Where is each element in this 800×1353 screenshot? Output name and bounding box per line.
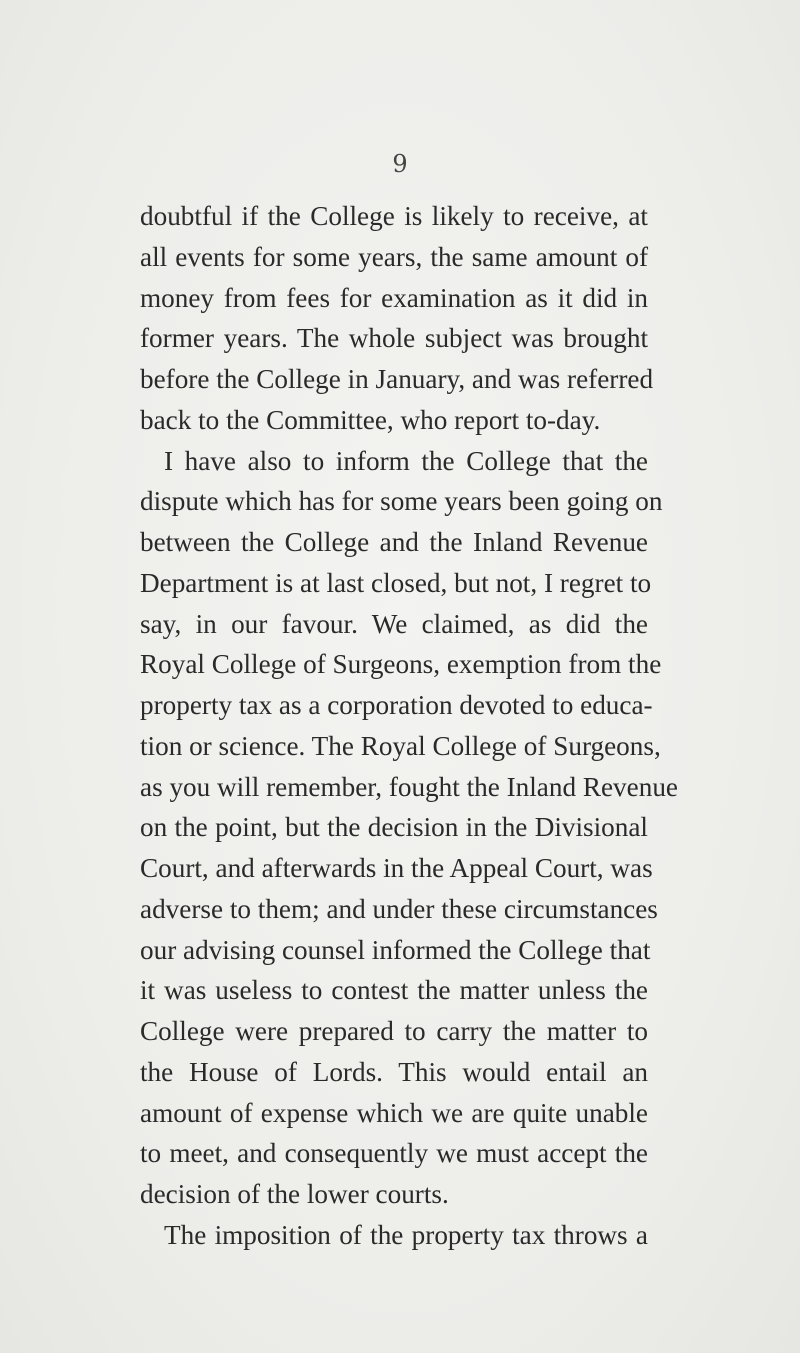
text-line: property tax as a corporation devoted to educa- bbox=[140, 690, 653, 720]
text-line: Royal College of Surgeons, exemption from the bbox=[140, 649, 662, 680]
text-line: Department is at last closed, but not, I regret to bbox=[140, 567, 652, 598]
text-line: say, in our favour. We claimed, as did the bbox=[140, 608, 648, 639]
text-line: College were prepared to carry the matter to bbox=[140, 1016, 648, 1046]
paragraph-start-line: I have also to inform the College that the bbox=[164, 445, 648, 476]
text-line: adverse to them; and under these circumstances bbox=[140, 893, 658, 924]
text-line: as you will remember, fought the Inland Revenue bbox=[140, 771, 678, 802]
text-line: between the College and the Inland Revenue bbox=[140, 527, 648, 557]
text-line: the House of Lords. This would entail an bbox=[140, 1056, 648, 1087]
text-line: doubtful if the College is likely to receive, at bbox=[140, 201, 648, 231]
text-line: before the College in January, and was referred bbox=[140, 364, 654, 394]
text-line: tion or science. The Royal College of Surgeons, bbox=[140, 730, 661, 761]
text-line: dispute which has for some years been going on bbox=[140, 486, 663, 517]
text-line: Court, and afterwards in the Appeal Court, was bbox=[140, 853, 653, 883]
body-text bbox=[140, 196, 678, 1256]
page-number: 9 bbox=[392, 150, 408, 178]
text-line: our advising counsel informed the College that bbox=[140, 934, 651, 965]
text-line: all events for some years, the same amount of bbox=[140, 241, 648, 272]
text-line: money from fees for examination as it did in bbox=[140, 282, 648, 313]
text-line: it was useless to contest the matter unless the bbox=[140, 975, 648, 1006]
text-line: amount of expense which we are quite unable bbox=[140, 1097, 648, 1128]
text-line: former years. The whole subject was brought bbox=[140, 323, 648, 354]
paragraph-end-line: decision of the lower courts. bbox=[140, 1179, 449, 1209]
paragraph-start-line: The imposition of the property tax throws a bbox=[164, 1219, 648, 1250]
text-line: on the point, but the decision in the Divisional bbox=[140, 812, 648, 843]
paragraph-end-line: back to the Committee, who report to-day. bbox=[140, 404, 601, 435]
text-line: to meet, and consequently we must accept the bbox=[140, 1138, 648, 1169]
